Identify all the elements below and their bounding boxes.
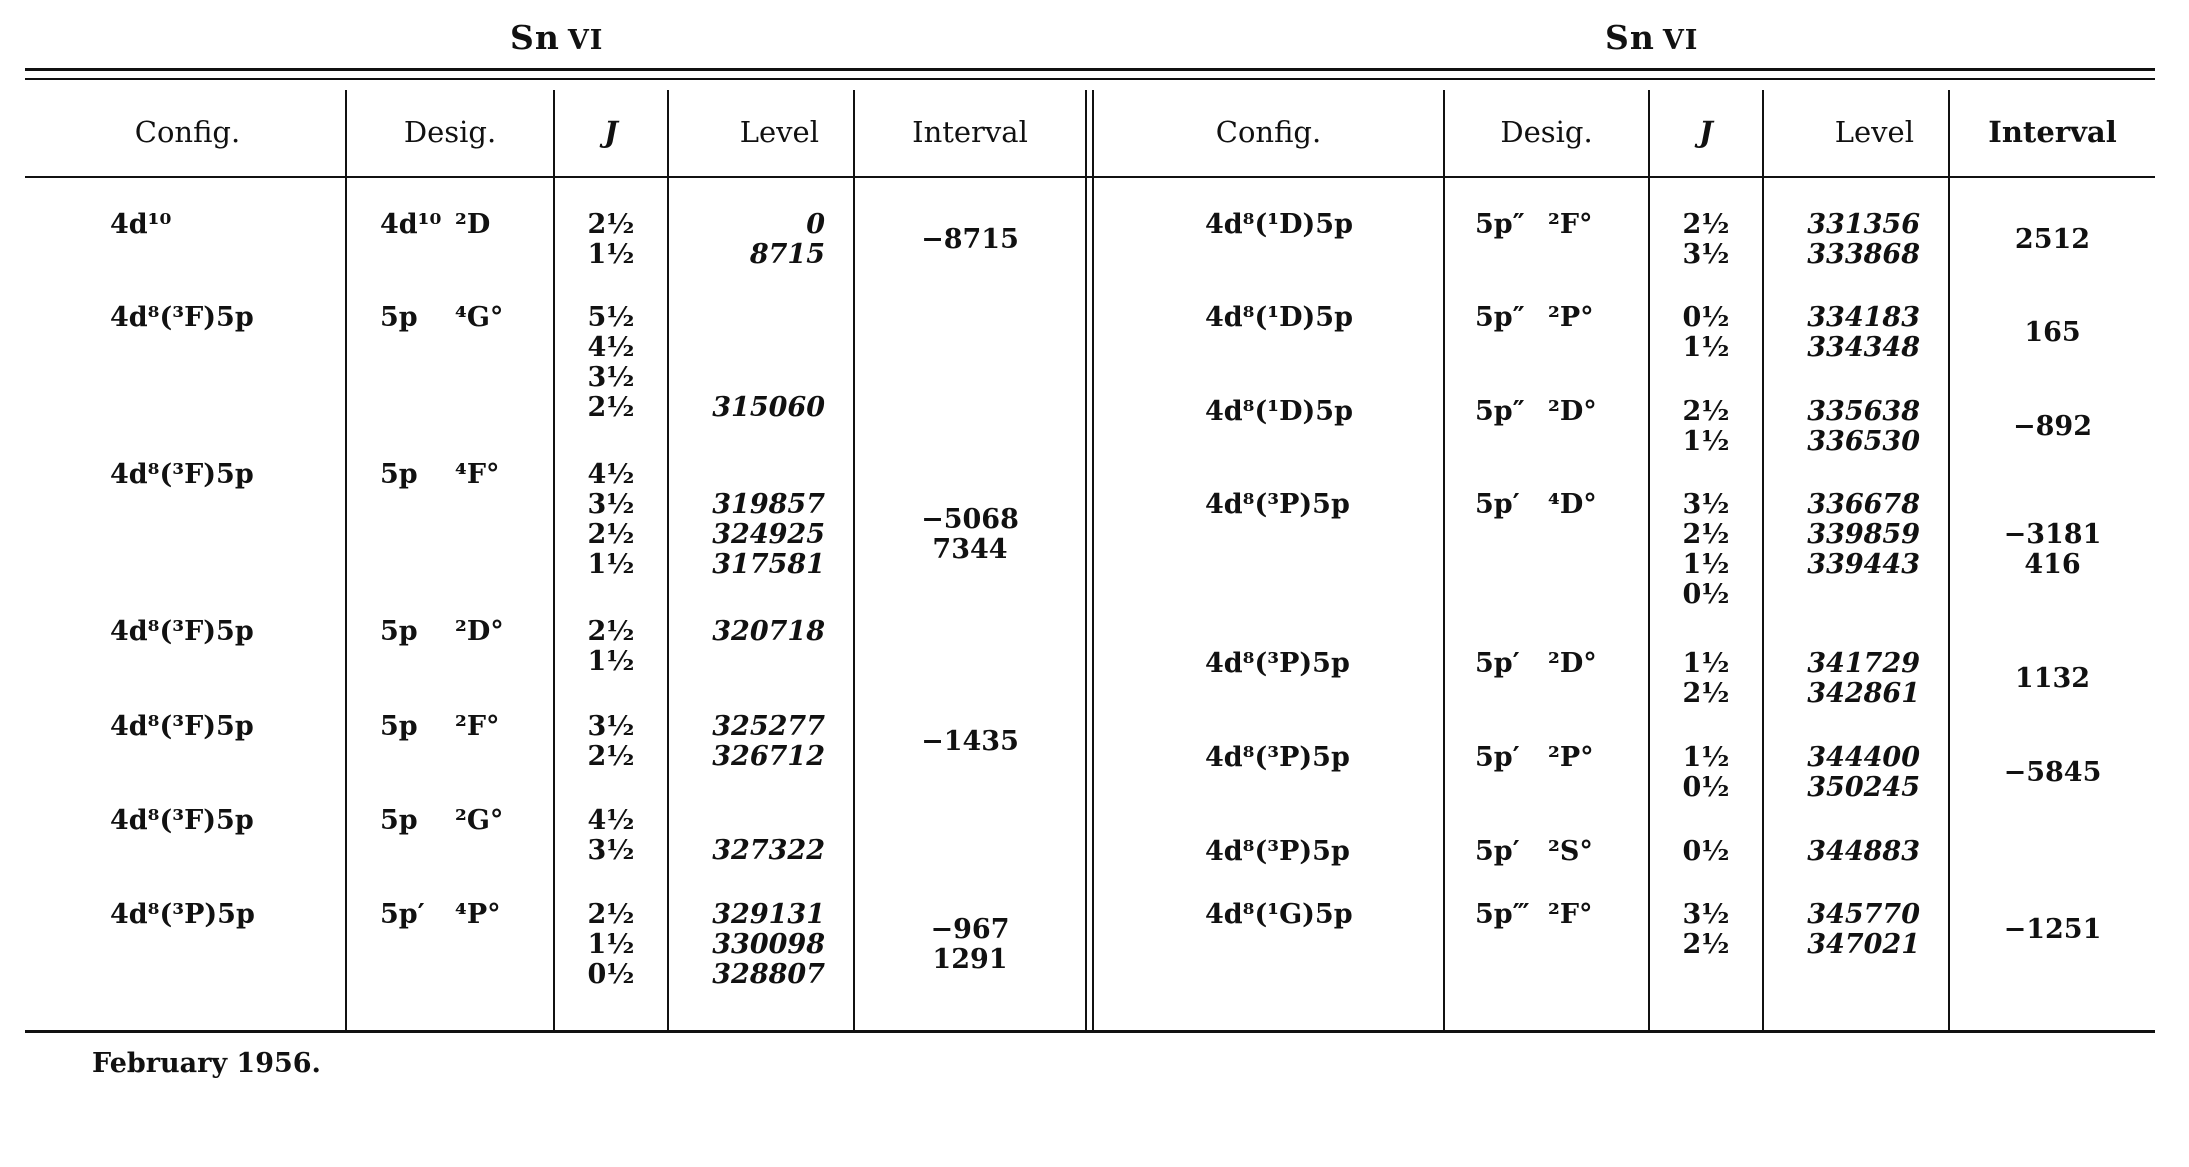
j-value: 3½ (1682, 239, 1730, 270)
level-value: 331356 (1807, 209, 1920, 240)
config-cell: 4d¹⁰ (110, 209, 172, 240)
level-value: 326712 (712, 741, 825, 772)
j-value: 1½ (587, 239, 635, 270)
desig-cell: 5p (380, 616, 418, 647)
header-config: Config. (1215, 115, 1322, 149)
config-cell: 4d⁸(³F)5p (110, 459, 254, 490)
j-value: 2½ (587, 741, 635, 772)
level-value: 336530 (1807, 426, 1920, 457)
level-value: 328807 (712, 959, 825, 990)
center-divider (1092, 90, 1094, 1030)
level-value: 333868 (1807, 239, 1920, 270)
config-cell: 4d⁸(¹D)5p (1205, 396, 1353, 427)
j-value: 1½ (587, 646, 635, 677)
config-cell: 4d⁸(³F)5p (110, 711, 254, 742)
level-value: 350245 (1807, 772, 1920, 803)
config-cell: 4d⁸(³F)5p (110, 616, 254, 647)
level-value: 324925 (712, 519, 825, 550)
j-value: 4½ (587, 332, 635, 363)
level-value: 317581 (712, 549, 825, 580)
level-value: 330098 (712, 929, 825, 960)
config-cell: 4d⁸(³P)5p (1205, 648, 1350, 679)
level-value: 335638 (1807, 396, 1920, 427)
header-interval: Interval (912, 115, 1028, 149)
right-title-ion: VI (1662, 25, 1699, 56)
config-cell: 4d⁸(³F)5p (110, 805, 254, 836)
level-value: 336678 (1807, 489, 1920, 520)
term-cell: ²P° (1548, 302, 1594, 333)
level-value: 315060 (712, 392, 825, 423)
j-value: 4½ (587, 459, 635, 490)
j-value: 2½ (587, 392, 635, 423)
desig-cell: 5p (380, 805, 418, 836)
level-value: 347021 (1807, 929, 1920, 960)
term-cell: ⁴D° (1548, 489, 1597, 520)
j-value: 2½ (1682, 929, 1730, 960)
j-value: 0½ (1682, 772, 1730, 803)
j-value: 1½ (1682, 549, 1730, 580)
j-value: 3½ (587, 711, 635, 742)
j-value: 5½ (587, 302, 635, 333)
j-value: 1½ (1682, 426, 1730, 457)
j-value: 3½ (587, 489, 635, 520)
term-cell: ²G° (455, 805, 504, 836)
interval-value: −1435 (921, 726, 1019, 757)
footer-date: February 1956. (92, 1048, 321, 1079)
j-value: 1½ (1682, 332, 1730, 363)
interval-value: 7344 (932, 534, 1008, 565)
j-value: 0½ (1682, 302, 1730, 333)
desig-cell: 5p (380, 711, 418, 742)
level-value: 325277 (712, 711, 825, 742)
interval-value: −1251 (2003, 914, 2102, 945)
right-title-element: Sn (1605, 18, 1655, 57)
header-config: Config. (134, 115, 241, 149)
level-value: 8715 (749, 239, 825, 270)
interval-value: −3181 (2003, 519, 2102, 550)
desig-cell: 5p‴ (1475, 899, 1530, 930)
top-rule-1 (25, 68, 2155, 71)
interval-value: −892 (2013, 411, 2092, 442)
term-cell: ²P° (1548, 742, 1594, 773)
desig-cell: 5p″ (1475, 396, 1525, 427)
desig-cell: 5p (380, 459, 418, 490)
j-value: 0½ (1682, 579, 1730, 610)
interval-value: 1291 (932, 944, 1008, 975)
j-value: 2½ (1682, 519, 1730, 550)
j-value: 2½ (1682, 209, 1730, 240)
center-divider (1085, 90, 1087, 1030)
level-value: 334348 (1807, 332, 1920, 363)
left-title-element: Sn (510, 18, 560, 57)
j-value: 0½ (587, 959, 635, 990)
interval-value: −5068 (921, 504, 1019, 535)
j-value: 3½ (587, 362, 635, 393)
level-value: 334183 (1807, 302, 1920, 333)
header-desig: Desig. (403, 115, 497, 149)
header-level: Level (1834, 115, 1914, 149)
desig-cell: 5p′ (380, 899, 425, 930)
right-table-title (1605, 18, 1698, 57)
desig-cell: 5p′ (1475, 742, 1520, 773)
desig-cell: 5p′ (1475, 836, 1520, 867)
left-table-title (510, 18, 603, 57)
config-cell: 4d⁸(¹G)5p (1205, 899, 1353, 930)
header-desig: Desig. (1500, 115, 1593, 149)
term-cell: ⁴F° (455, 459, 500, 490)
header-j: J (604, 115, 618, 149)
interval-value: 416 (2024, 549, 2081, 580)
term-cell: ²D° (1548, 648, 1597, 679)
level-value: 329131 (712, 899, 825, 930)
j-value: 2½ (587, 519, 635, 550)
j-value: 1½ (1682, 742, 1730, 773)
header-level: Level (739, 115, 819, 149)
level-value: 0 (806, 209, 825, 240)
desig-cell: 4d¹⁰ (380, 209, 442, 240)
interval-value: 2512 (2014, 224, 2091, 255)
term-cell: ⁴G° (455, 302, 504, 333)
j-value: 2½ (587, 899, 635, 930)
j-value: 3½ (1682, 899, 1730, 930)
level-value: 342861 (1807, 678, 1920, 709)
col-divider (1443, 90, 1445, 1030)
config-cell: 4d⁸(¹D)5p (1205, 302, 1353, 333)
left-title-ion: VI (567, 25, 604, 56)
j-value: 4½ (587, 805, 635, 836)
term-cell: ²F° (1548, 899, 1593, 930)
term-cell: ²D (455, 209, 491, 240)
j-value: 2½ (587, 209, 635, 240)
header-j: J (1699, 115, 1713, 149)
config-cell: 4d⁸(³F)5p (110, 302, 254, 333)
header-interval: Interval (1988, 115, 2117, 149)
level-value: 319857 (712, 489, 825, 520)
top-rule-2 (25, 78, 2155, 80)
level-value: 339443 (1807, 549, 1920, 580)
level-value: 344883 (1807, 836, 1920, 867)
level-value: 339859 (1807, 519, 1920, 550)
j-value: 2½ (1682, 396, 1730, 427)
term-cell: ²F° (1548, 209, 1593, 240)
desig-cell: 5p″ (1475, 209, 1525, 240)
term-cell: ²D° (1548, 396, 1597, 427)
j-value: 1½ (587, 549, 635, 580)
j-value: 3½ (1682, 489, 1730, 520)
interval-value: −5845 (2003, 757, 2102, 788)
bottom-rule (25, 1030, 2155, 1033)
interval-value: −967 (930, 914, 1010, 945)
term-cell: ⁴P° (455, 899, 501, 930)
desig-cell: 5p″ (1475, 302, 1525, 333)
term-cell: ²S° (1548, 836, 1593, 867)
level-value: 345770 (1807, 899, 1920, 930)
j-value: 2½ (1682, 678, 1730, 709)
desig-cell: 5p (380, 302, 418, 333)
level-value: 320718 (712, 616, 825, 647)
level-value: 327322 (712, 835, 825, 866)
desig-cell: 5p′ (1475, 489, 1520, 520)
level-value: 344400 (1807, 742, 1920, 773)
j-value: 3½ (587, 835, 635, 866)
desig-cell: 5p′ (1475, 648, 1520, 679)
j-value: 0½ (1682, 836, 1730, 867)
term-cell: ²D° (455, 616, 504, 647)
term-cell: ²F° (455, 711, 500, 742)
config-cell: 4d⁸(³P)5p (110, 899, 255, 930)
col-divider (345, 90, 347, 1030)
j-value: 2½ (587, 616, 635, 647)
level-value: 341729 (1807, 648, 1920, 679)
interval-value: 165 (2024, 317, 2081, 348)
config-cell: 4d⁸(¹D)5p (1205, 209, 1353, 240)
config-cell: 4d⁸(³P)5p (1205, 742, 1350, 773)
config-cell: 4d⁸(³P)5p (1205, 489, 1350, 520)
j-value: 1½ (1682, 648, 1730, 679)
interval-value: −8715 (921, 224, 1019, 255)
config-cell: 4d⁸(³P)5p (1205, 836, 1350, 867)
j-value: 1½ (587, 929, 635, 960)
interval-value: 1132 (2014, 663, 2091, 694)
